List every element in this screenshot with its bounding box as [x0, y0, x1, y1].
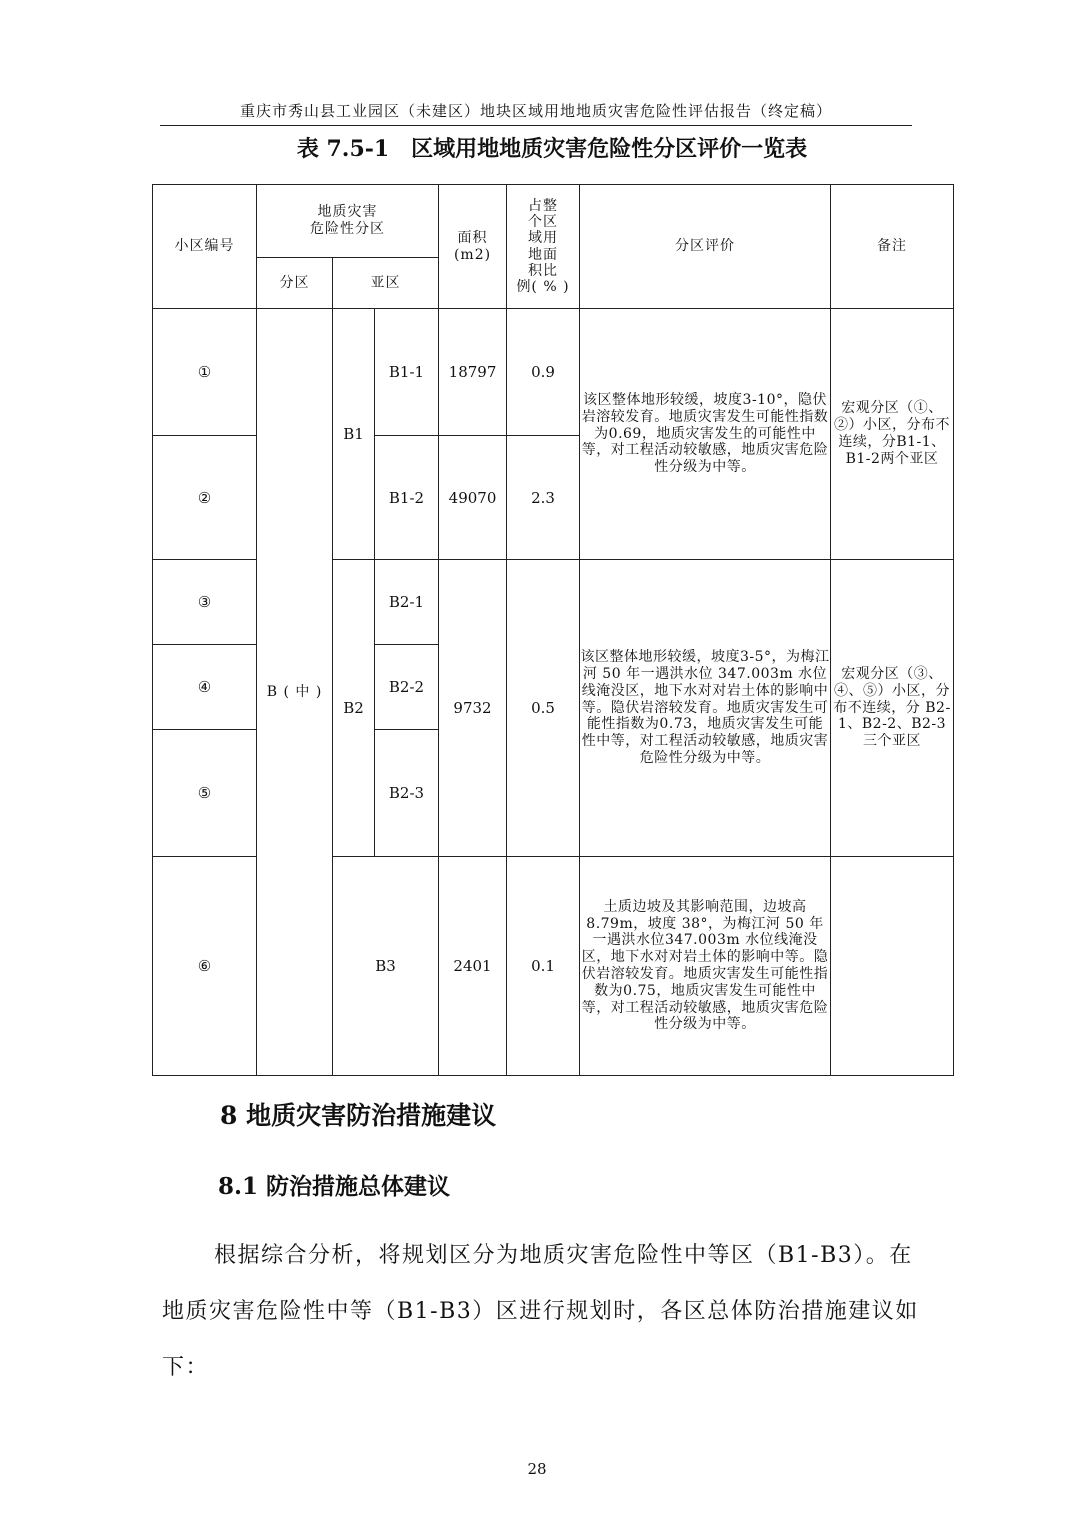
- header-zone-no: 小区编号: [153, 185, 257, 309]
- subzone-cell: B2-1: [375, 560, 439, 645]
- subheader-zone: 分区: [257, 258, 333, 309]
- b1-evaluation-cell: 该区整体地形较缓，坡度3-10°，隐伏岩溶较发育。地质灾害发生可能性指数为0.69，地质灾害发生的可能性中等，对工程活动较敏感，地质灾害危险性分级为中等。: [580, 309, 831, 560]
- header-area: 面积 (m2): [439, 185, 507, 309]
- b2-evaluation-cell: 该区整体地形较缓，坡度3-5°，为梅江河 50 年一遇洪水位 347.003m 水位线淹没区，地下水对对岩土体的影响中等。隐伏岩溶较发育。地质灾害发生可能性指数为0.73，地质灾害发生可能性中等，对工程活动较敏感，地质灾害危险性分级为中等。: [580, 560, 831, 857]
- header-remark: 备注: [831, 185, 954, 309]
- subzone-cell: B1-1: [375, 309, 439, 436]
- subsection-title: 8.1 防治措施总体建议: [218, 1173, 451, 1200]
- b3-remark-cell: [831, 857, 954, 1076]
- b2-area-cell: 9732: [439, 560, 507, 857]
- page-number: 28: [527, 1460, 547, 1478]
- b1-remark-cell: 宏观分区（①、②）小区，分布不连续，分B1-1、B1-2两个亚区: [831, 309, 954, 560]
- table-title: 表 7.5-1 区域用地地质灾害危险性分区评价一览表: [296, 136, 808, 162]
- area-cell: 2401: [439, 857, 507, 1076]
- zone-no-cell: ⑥: [153, 857, 257, 1076]
- header-evaluation: 分区评价: [580, 185, 831, 309]
- section-title: 8 地质灾害防治措施建议: [220, 1101, 497, 1130]
- subzone-cell: B1-2: [375, 436, 439, 560]
- zone-no-cell: ③: [153, 560, 257, 645]
- zone-no-cell: ①: [153, 309, 257, 436]
- ratio-cell: 0.1: [507, 857, 580, 1076]
- zone-b2-cell: B2: [333, 560, 375, 857]
- b3-evaluation-cell: 土质边坡及其影响范围，边坡高 8.79m，坡度 38°，为梅江河 50 年一遇洪水位347.003m 水位线淹没区，地下水对对岩土体的影响中等。隐伏岩溶较发育。地质灾害发生可能性指数为0.75，地质灾害发生可能性中等，对工程活动较敏感，地质灾害危险性分级为中等。: [580, 857, 831, 1076]
- subheader-subzone: 亚区: [333, 258, 439, 309]
- zone-no-cell: ②: [153, 436, 257, 560]
- header-rule: [160, 125, 912, 126]
- body-paragraph: 根据综合分析，将规划区分为地质灾害危险性中等区（B1-B3）。在地质灾害危险性中等（B1-B3）区进行规划时，各区总体防治措施建议如下：: [162, 1243, 919, 1380]
- b2-remark-cell: 宏观分区（③、④、⑤）小区，分布不连续，分 B2-1、B2-2、B2-3三个亚区: [831, 560, 954, 857]
- header-hazard-zoning: 地质灾害 危险性分区: [257, 185, 439, 258]
- subzone-b3-cell: B3: [333, 857, 439, 1076]
- page-header: 重庆市秀山县工业园区（未建区）地块区域用地地质灾害危险性评估报告（终定稿）: [239, 102, 832, 120]
- header-area-ratio: 占整 个区 域用 地面 积比 例( % ): [507, 185, 580, 309]
- area-cell: 18797: [439, 309, 507, 436]
- subzone-cell: B2-3: [375, 730, 439, 857]
- zone-b-cell: B ( 中 ): [257, 309, 333, 1076]
- zone-no-cell: ⑤: [153, 730, 257, 857]
- zone-no-cell: ④: [153, 645, 257, 730]
- area-cell: 49070: [439, 436, 507, 560]
- hazard-zoning-table: [152, 184, 954, 1076]
- ratio-cell: 2.3: [507, 436, 580, 560]
- zone-b1-cell: B1: [333, 309, 375, 560]
- ratio-cell: 0.9: [507, 309, 580, 436]
- b2-ratio-cell: 0.5: [507, 560, 580, 857]
- subzone-cell: B2-2: [375, 645, 439, 730]
